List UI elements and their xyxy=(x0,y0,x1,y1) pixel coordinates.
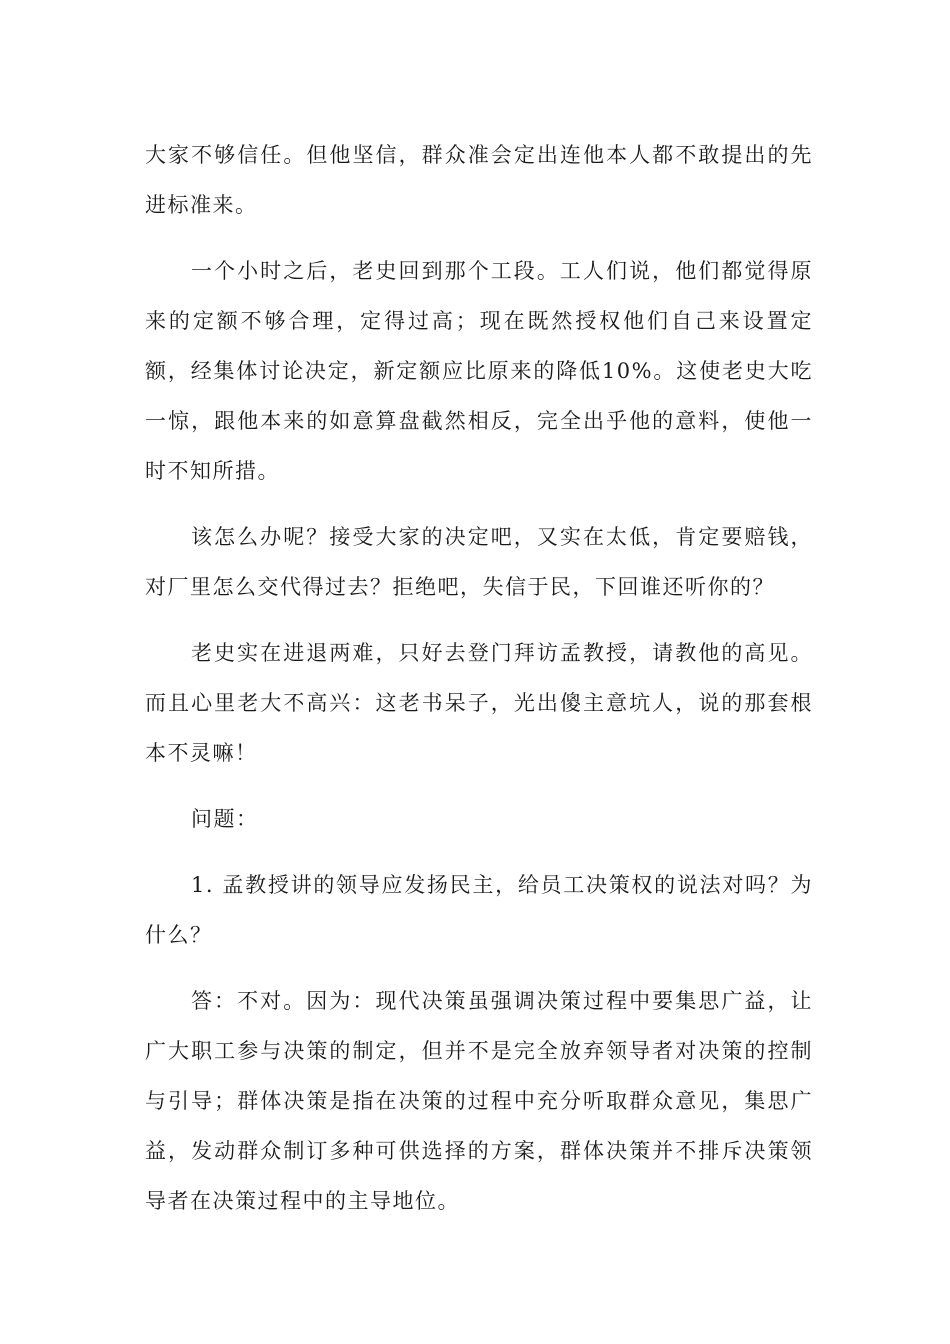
paragraph-visit-professor: 老史实在进退两难，只好去登门拜访孟教授，请教他的高见。而且心里老大不高兴：这老书呆子，光出傻主意坑人，说的那套根本不灵嘛！ xyxy=(145,641,813,765)
question-1: 1. 孟教授讲的领导应发扬民主，给员工决策权的说法对吗？为什么？ xyxy=(145,873,813,947)
answer-1: 答：不对。因为：现代决策虽强调决策过程中要集思广益，让广大职工参与决策的制定，但并不是完全放弃领导者对决策的控制与引导；群体决策是指在决策的过程中充分听取群众意见，集思广益，发动群众制订多种可供选择的方案，群体决策并不排斥决策领导者在决策过程中的主导地位。 xyxy=(145,989,813,1213)
document-page xyxy=(145,130,813,1242)
paragraph-continuation: 大家不够信任。但他坚信，群众准会定出连他本人都不敢提出的先进标准来。 xyxy=(145,143,813,217)
question-heading: 问题： xyxy=(191,807,259,831)
paragraph-dilemma: 该怎么办呢？接受大家的决定吧，又实在太低，肯定要赔钱，对厂里怎么交代得过去？拒绝吧，失信于民，下回谁还听你的？ xyxy=(145,525,813,599)
paragraph-return-to-section: 一个小时之后，老史回到那个工段。工人们说，他们都觉得原来的定额不够合理，定得过高；现在既然授权他们自己来设置定额，经集体讨论决定，新定额应比原来的降低10%。这使老史大吃一惊，跟他本来的如意算盘截然相反，完全出乎他的意料，使他一时不知所措。 xyxy=(145,259,813,483)
